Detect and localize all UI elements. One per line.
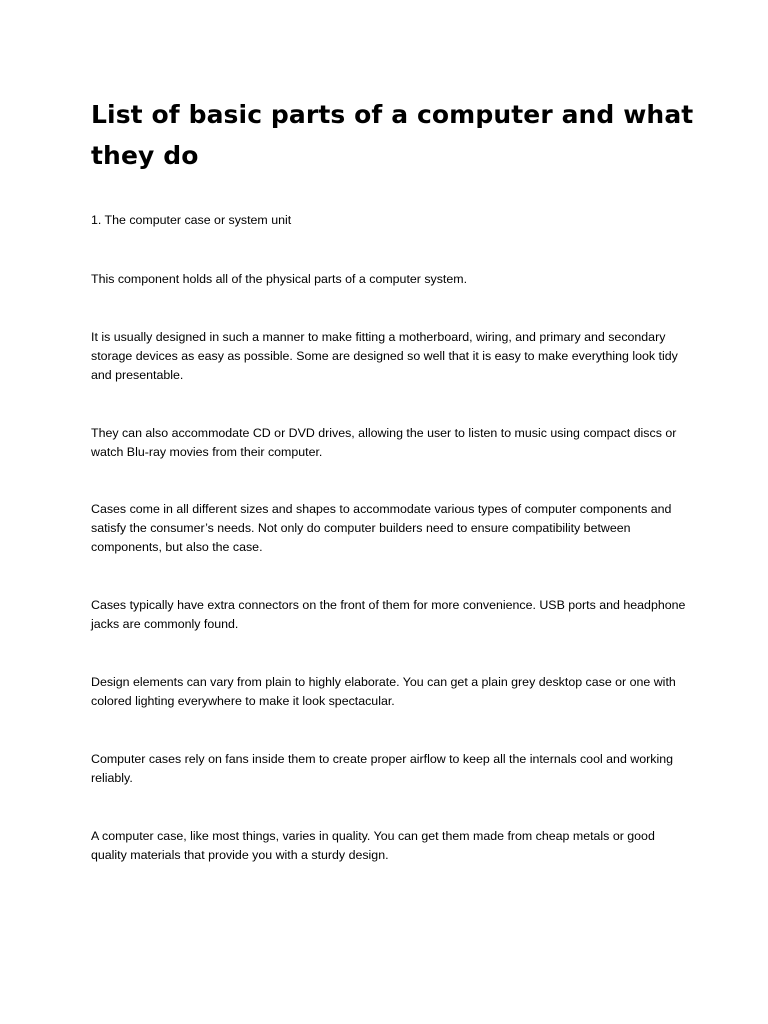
paragraph: A computer case, like most things, varies in quality. You can get them made from cheap metals or good quality materials that provide you with a sturdy design.	[91, 829, 655, 862]
paragraph: Design elements can vary from plain to highly elaborate. You can get a plain grey desktop case or one with colored lighting everywhere to make it look spectacular.	[91, 675, 676, 708]
paragraph: They can also accommodate CD or DVD drives, allowing the user to listen to music using compact discs or watch Blu-ray movies from their computer.	[91, 426, 677, 459]
paragraph: This component holds all of the physical parts of a computer system.	[91, 272, 468, 286]
paragraph: It is usually designed in such a manner to make fitting a motherboard, wiring, and primary and secondary storage devices as easy as possible. Some are designed so well that it is easy to make everything look tidy and presentable.	[91, 330, 678, 382]
paragraph: Cases come in all different sizes and shapes to accommodate various types of computer components and satisfy the consumer’s needs. Not only do computer builders need to ensure compatibility between components, but also the case.	[91, 502, 672, 554]
paragraph: Computer cases rely on fans inside them to create proper airflow to keep all the internals cool and working reliably.	[91, 752, 673, 785]
paragraph: Cases typically have extra connectors on the front of them for more convenience. USB ports and headphone jacks are commonly found.	[91, 598, 686, 631]
section-heading: 1. The computer case or system unit	[91, 213, 292, 227]
page-title: List of basic parts of a computer and what they do	[91, 100, 694, 170]
